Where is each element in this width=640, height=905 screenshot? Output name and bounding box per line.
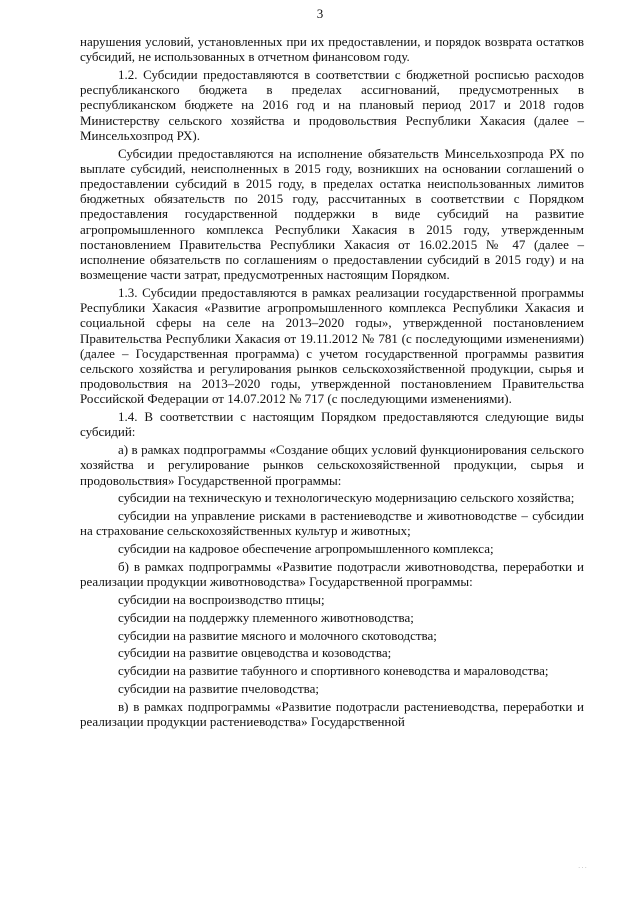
paragraph: в) в рамках подпрограммы «Развитие подотрасли растениеводства, переработки и реализации продукции растениеводства» Государственной <box>80 698 584 730</box>
page-number: 3 <box>316 6 324 21</box>
paragraph: субсидии на поддержку племенного животноводства; <box>118 609 414 625</box>
document-body <box>80 34 584 732</box>
paragraph: 1.4. В соответствии с настоящим Порядком предоставляются следующие виды субсидий: <box>80 409 584 440</box>
paragraph: нарушения условий, установленных при их предоставлении, и порядок возврата остатков субсидий, не использованных в отчетном финансовом году. <box>80 34 584 65</box>
paragraph: субсидии на техническую и технологическую модернизацию сельского хозяйства; <box>118 490 575 506</box>
scan-mark: ··· <box>578 864 588 872</box>
paragraph: 1.2. Субсидии предоставляются в соответствии с бюджетной росписью расходов республиканского бюджета в пределах ассигнований, предусмотренных в республиканском бюджете на 2016 год и на плановый период 2017 и 2018 годов Министерству сельского хозяйства и продовольствия Республики Хакасия (далее – Минсельхозпрод РХ). <box>80 67 584 143</box>
paragraph: 1.3. Субсидии предоставляются в рамках реализации государственной программы Республики Хакасия «Развитие агропромышленного комплекса Республики Хакасия и социальной сферы на селе на 2013–2020 годы», утвержденной постановлением Правительства Республики Хакасия от 19.11.2012 № 781 (с последующими изменениями) (далее – Государственная программа) с учетом государственной программы развития сельского хозяйства и регулирования рынков сельскохозяйственной продукции, сырья и продовольствия на 2013–2020 годы, утвержденной постановлением Правительства Российской Федерации от 14.07.2012 № 717 (с последующими изменениями). <box>80 285 584 407</box>
paragraph: субсидии на управление рисками в растениеводстве и животноводстве – субсидии на страхование сельскохозяйственных культур и животных; <box>80 508 584 539</box>
paragraph: субсидии на воспроизводство птицы; <box>118 592 325 608</box>
paragraph: Субсидии предоставляются на исполнение обязательств Минсельхозпрода РХ по выплате субсидий, неисполненных в 2015 году, возникших на основании соглашений о предоставлении субсидий в 2015 году, в пределах остатка неиспользованных лимитов бюджетных обязательств по 2015 году, рассчитанных в соответствии с Порядком предоставления государственной поддержки в виде субсидий на развитие агропромышленного комплекса Республики Хакасия в 2015 году, утвержденным постановлением Правительства Республики Хакасия от 16.02.2015 № 47 (далее – исполнение обязательств по соглашениям о предоставлении субсидий в 2015 году) и на возмещение части затрат, предусмотренных настоящим Порядком. <box>80 145 584 283</box>
paragraph: субсидии на развитие овцеводства и козоводства; <box>118 645 392 661</box>
paragraph: а) в рамках подпрограммы «Создание общих условий функционирования сельского хозяйства и регулирование рынков сельскохозяйственной продукции, сырья и продовольствия» Государственной программы: <box>80 442 584 488</box>
paragraph: б) в рамках подпрограммы «Развитие подотрасли животноводства, переработки и реализации продукции животноводства» Государственной программы: <box>80 559 584 590</box>
paragraph: субсидии на кадровое обеспечение агропромышленного комплекса; <box>118 541 494 557</box>
paragraph: субсидии на развитие пчеловодства; <box>118 681 320 697</box>
paragraph: субсидии на развитие мясного и молочного скотоводства; <box>118 627 437 643</box>
paragraph: субсидии на развитие табунного и спортивного коневодства и мараловодства; <box>118 663 549 679</box>
